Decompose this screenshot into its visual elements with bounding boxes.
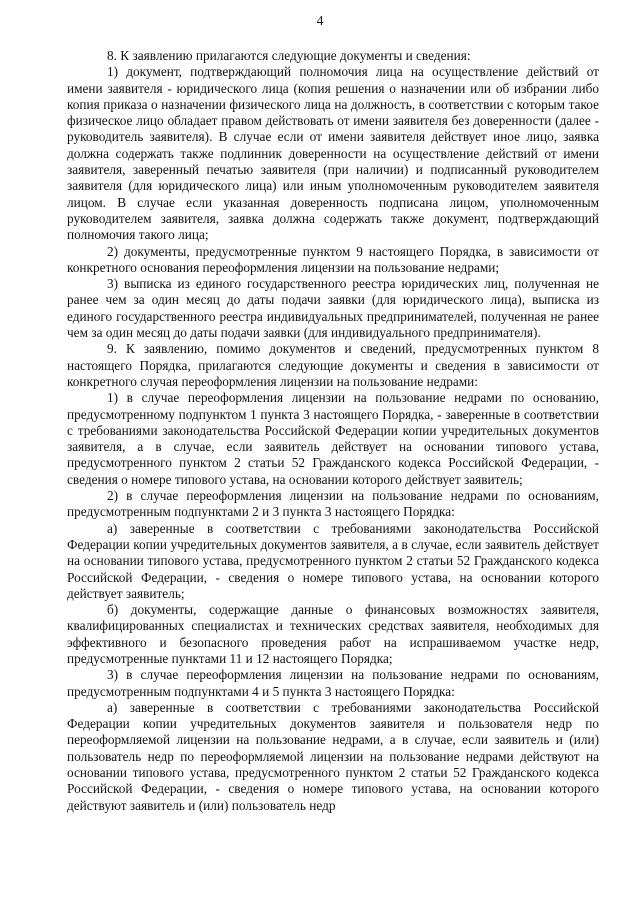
paragraph-item-9-1: 1) в случае переоформления лицензии на пользование недрами по основанию, предусмотренному подпунктом 1 пункта 3 настоящего Порядка, - заверенные в соответствии с требованиями законодательства Российской Федерации копии учредительных документов заявителя, а в случае, если заявитель действует на основании типового устава, предусмотренного пунктом 2 статьи 52 Гражданского кодекса Российской Федерации, - сведения о номере типового устава, на основании которого действует заявитель;	[67, 390, 599, 487]
paragraph-item-8: 8. К заявлению прилагаются следующие документы и сведения:	[107, 48, 471, 63]
paragraph-item-9-2-b: б) документы, содержащие данные о финансовых возможностях заявителя, квалифицированных специалистах и технических средствах заявителя, необходимых для эффективного и безопасного проведения работ на испрашиваемом участке недр, предусмотренные пунктами 11 и 12 настоящего Порядка;	[67, 602, 599, 666]
paragraph-item-8-2: 2) документы, предусмотренные пунктом 9 настоящего Порядка, в зависимости от конкретного основания переоформления лицензии на пользование недрами;	[67, 243, 599, 275]
paragraph-item-8-3: 3) выписка из единого государственного реестра юридических лиц, полученная не ранее чем за один месяц до даты подачи заявки (для юридического лица), выписка из единого государственного реестра индивидуальных предпринимателей, полученная не ранее чем за один месяц до даты подачи заявки (для индивидуального предпринимателя).	[67, 276, 599, 341]
page-number: 4	[316, 14, 324, 29]
paragraph-item-9-3: 3) в случае переоформления лицензии на пользование недрами по основаниям, предусмотренным подпунктами 4 и 5 пункта 3 настоящего Порядка:	[67, 667, 599, 699]
paragraph-item-8-1: 1) документ, подтверждающий полномочия лица на осуществление действий от имени заявителя - юридического лица (копия решения о назначении или об избрании либо копия приказа о назначении физического лица на должность, в соответствии с которым такое физическое лицо обладает правом действовать от имени заявителя без доверенности (далее - руководитель заявителя). В случае если от имени заявителя действует иное лицо, заявка должна содержать также подлинник доверенности на осуществление действий от имени заявителя, заверенный печатью заявителя (при наличии) и подписанный руководителем заявителя (для юридического лица) или иным уполномоченным руководителем заявителя лицом. В случае если указанная доверенность подписана лицом, уполномоченным руководителем заявителя, заявка должна содержать также документ, подтверждающий полномочия такого лица;	[67, 64, 599, 243]
paragraph-item-9-2: 2) в случае переоформления лицензии на пользование недрами по основаниям, предусмотренным подпунктами 2 и 3 пункта 3 настоящего Порядка:	[67, 488, 599, 520]
paragraph-item-9-2-a: а) заверенные в соответствии с требованиями законодательства Российской Федерации копии учредительных документов заявителя, а в случае, если заявитель действует на основании типового устава, предусмотренного пунктом 2 статьи 52 Гражданского кодекса Российской Федерации, - сведения о номере типового устава, на основании которого действует заявитель;	[67, 520, 599, 601]
paragraph-item-9-3-a: а) заверенные в соответствии с требованиями законодательства Российской Федерации копии учредительных документов заявителя и пользователя недр по переоформляемой лицензии на пользование недрами, а в случае, если заявитель и (или) пользователь недр по переоформляемой лицензии на пользование недрами действуют на основании типового устава, предусмотренного пунктом 2 статьи 52 Гражданского кодекса Российской Федерации, - сведения о номере типового устава, на основании которого действуют заявитель и (или) пользователь недр	[67, 699, 599, 813]
document-body	[67, 48, 599, 814]
paragraph-item-9: 9. К заявлению, помимо документов и сведений, предусмотренных пунктом 8 настоящего Порядка, прилагаются следующие документы и сведения в зависимости от конкретного случая переоформления лицензии на пользование недрами:	[67, 341, 599, 389]
